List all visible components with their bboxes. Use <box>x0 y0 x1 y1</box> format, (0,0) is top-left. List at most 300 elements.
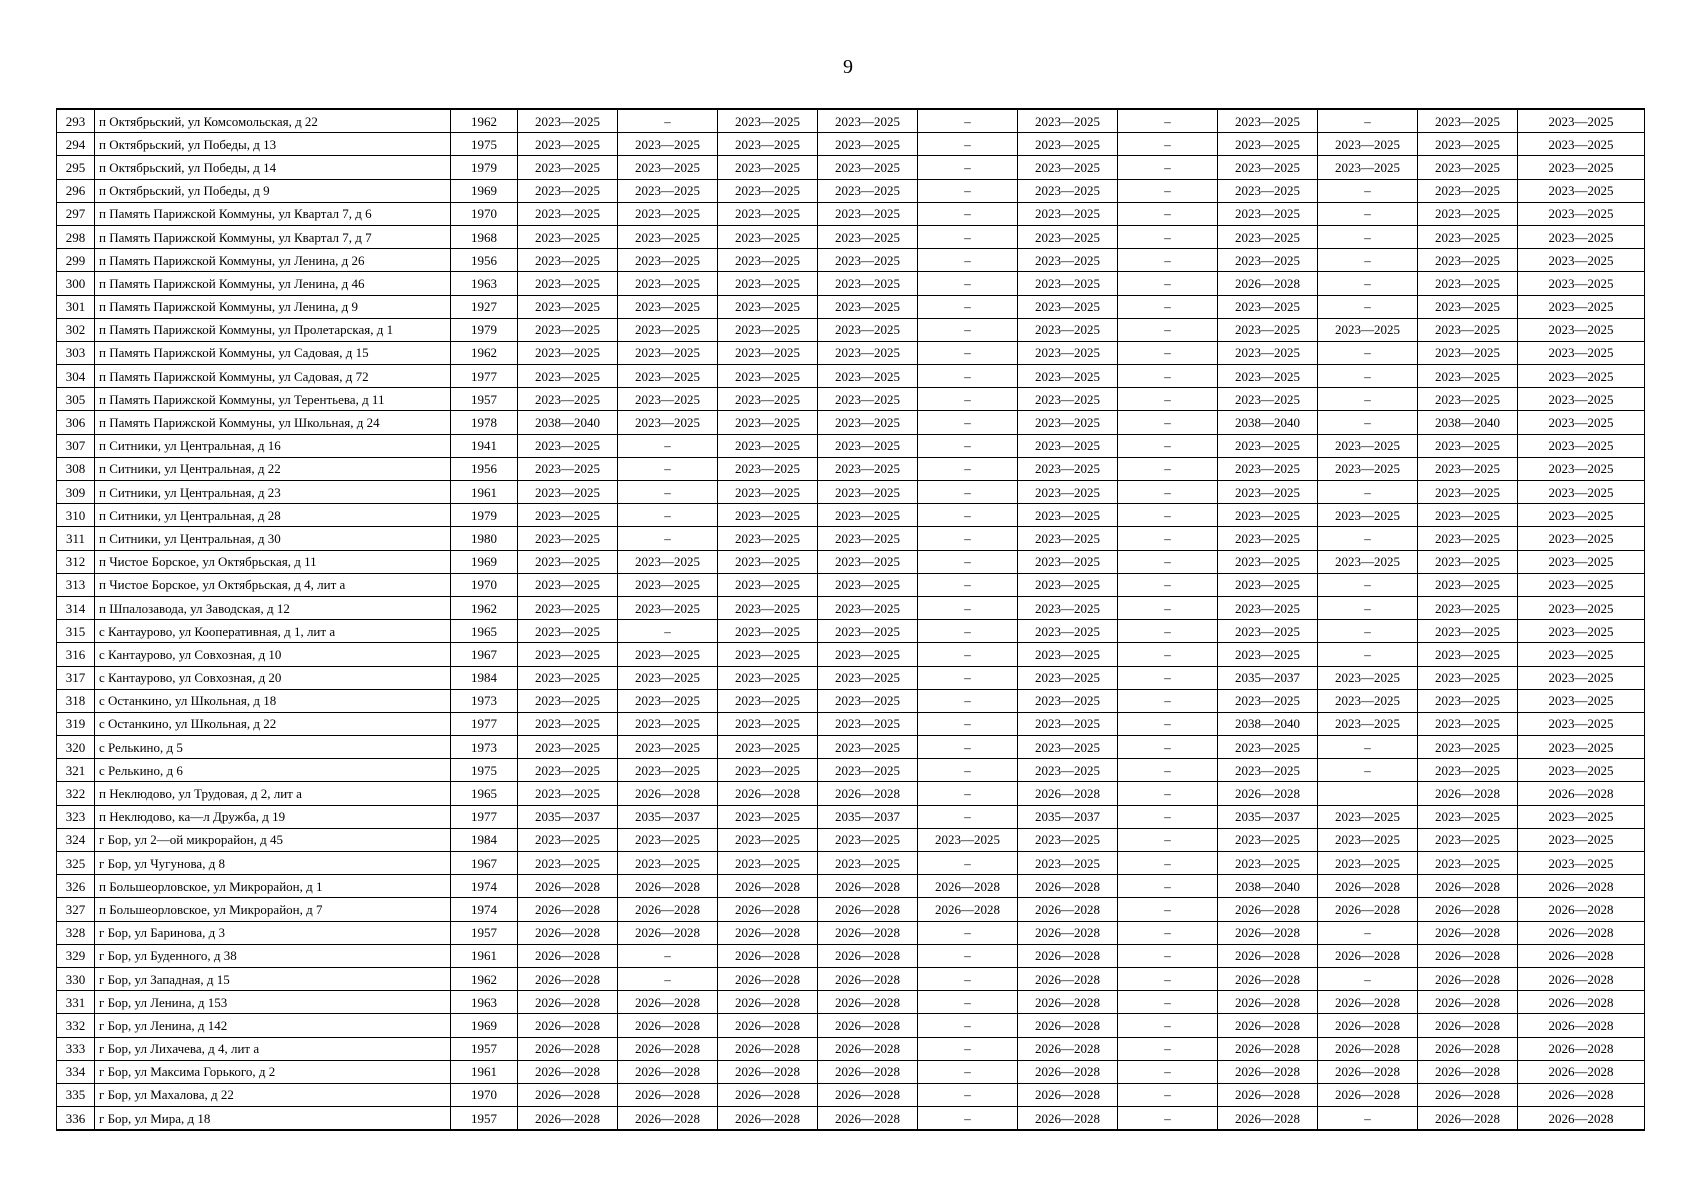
address-cell: с Останкино, ул Школьная, д 22 <box>95 712 451 735</box>
period-cell-11: 2023—2025 <box>1518 805 1645 828</box>
period-cell-3: 2023—2025 <box>718 620 818 643</box>
row-number: 330 <box>57 967 95 990</box>
table-row <box>57 1060 1645 1083</box>
period-cell-4: 2023—2025 <box>818 365 918 388</box>
address-cell: п Большеорловское, ул Микрорайон, д 1 <box>95 875 451 898</box>
period-cell-7: – <box>1118 1014 1218 1037</box>
period-cell-10: 2023—2025 <box>1418 689 1518 712</box>
period-cell-6: 2023—2025 <box>1018 736 1118 759</box>
period-cell-4: 2023—2025 <box>818 573 918 596</box>
period-cell-2: 2023—2025 <box>618 666 718 689</box>
period-cell-1: 2023—2025 <box>518 202 618 225</box>
period-cell-1: 2023—2025 <box>518 295 618 318</box>
period-cell-1: 2023—2025 <box>518 736 618 759</box>
period-cell-4: 2023—2025 <box>818 295 918 318</box>
row-number: 316 <box>57 643 95 666</box>
year-cell: 1941 <box>451 434 518 457</box>
period-cell-11: 2023—2025 <box>1518 388 1645 411</box>
period-cell-1: 2023—2025 <box>518 573 618 596</box>
period-cell-10: 2026—2028 <box>1418 921 1518 944</box>
period-cell-3: 2023—2025 <box>718 156 818 179</box>
address-cell: г Бор, ул Махалова, д 22 <box>95 1083 451 1106</box>
period-cell-7: – <box>1118 828 1218 851</box>
period-cell-9: – <box>1318 527 1418 550</box>
period-cell-6: 2026—2028 <box>1018 1060 1118 1083</box>
period-cell-4: 2023—2025 <box>818 249 918 272</box>
period-cell-10: 2026—2028 <box>1418 1107 1518 1131</box>
period-cell-5: – <box>918 133 1018 156</box>
address-cell: п Чистое Борское, ул Октябрьская, д 11 <box>95 550 451 573</box>
period-cell-9: – <box>1318 179 1418 202</box>
period-cell-10: 2026—2028 <box>1418 1014 1518 1037</box>
period-cell-4: 2023—2025 <box>818 133 918 156</box>
address-cell: п Шпалозавода, ул Заводская, д 12 <box>95 596 451 619</box>
period-cell-2: 2023—2025 <box>618 133 718 156</box>
period-cell-4: 2023—2025 <box>818 109 918 133</box>
period-cell-3: 2023—2025 <box>718 365 818 388</box>
period-cell-2: 2023—2025 <box>618 225 718 248</box>
period-cell-8: 2023—2025 <box>1218 759 1318 782</box>
period-cell-6: 2026—2028 <box>1018 1107 1118 1131</box>
table-row <box>57 944 1645 967</box>
period-cell-9: – <box>1318 388 1418 411</box>
period-cell-5: – <box>918 759 1018 782</box>
address-cell: п Ситники, ул Центральная, д 22 <box>95 457 451 480</box>
period-cell-1: 2023—2025 <box>518 179 618 202</box>
period-cell-3: 2023—2025 <box>718 573 818 596</box>
period-cell-9: – <box>1318 365 1418 388</box>
period-cell-3: 2023—2025 <box>718 272 818 295</box>
table-row <box>57 852 1645 875</box>
table-row <box>57 481 1645 504</box>
period-cell-11: 2023—2025 <box>1518 272 1645 295</box>
row-number: 327 <box>57 898 95 921</box>
period-cell-6: 2026—2028 <box>1018 898 1118 921</box>
period-cell-1: 2023—2025 <box>518 643 618 666</box>
period-cell-4: 2023—2025 <box>818 759 918 782</box>
period-cell-3: 2023—2025 <box>718 434 818 457</box>
period-cell-9: – <box>1318 249 1418 272</box>
period-cell-4: 2023—2025 <box>818 481 918 504</box>
period-cell-1: 2026—2028 <box>518 921 618 944</box>
table-row <box>57 643 1645 666</box>
period-cell-11: 2026—2028 <box>1518 944 1645 967</box>
period-cell-2: – <box>618 457 718 480</box>
period-cell-1: 2023—2025 <box>518 782 618 805</box>
period-cell-1: 2023—2025 <box>518 109 618 133</box>
period-cell-11: 2023—2025 <box>1518 434 1645 457</box>
table-row <box>57 341 1645 364</box>
period-cell-10: 2023—2025 <box>1418 156 1518 179</box>
table-row <box>57 1107 1645 1131</box>
period-cell-8: 2023—2025 <box>1218 689 1318 712</box>
period-cell-7: – <box>1118 179 1218 202</box>
period-cell-1: 2023—2025 <box>518 620 618 643</box>
period-cell-4: 2023—2025 <box>818 852 918 875</box>
period-cell-1: 2023—2025 <box>518 457 618 480</box>
row-number: 309 <box>57 481 95 504</box>
period-cell-8: 2026—2028 <box>1218 1060 1318 1083</box>
period-cell-1: 2023—2025 <box>518 504 618 527</box>
period-cell-7: – <box>1118 736 1218 759</box>
period-cell-11: 2023—2025 <box>1518 852 1645 875</box>
period-cell-2: – <box>618 944 718 967</box>
period-cell-7: – <box>1118 620 1218 643</box>
address-cell: п Память Парижской Коммуны, ул Ленина, д 46 <box>95 272 451 295</box>
period-cell-2: 2026—2028 <box>618 1060 718 1083</box>
period-cell-9: 2026—2028 <box>1318 944 1418 967</box>
period-cell-10: 2023—2025 <box>1418 527 1518 550</box>
period-cell-11: 2023—2025 <box>1518 573 1645 596</box>
period-cell-4: 2026—2028 <box>818 1107 918 1131</box>
period-cell-11: 2023—2025 <box>1518 620 1645 643</box>
address-cell: п Память Парижской Коммуны, ул Ленина, д 9 <box>95 295 451 318</box>
period-cell-1: 2023—2025 <box>518 388 618 411</box>
year-cell: 1970 <box>451 573 518 596</box>
period-cell-5: – <box>918 596 1018 619</box>
period-cell-9: – <box>1318 1107 1418 1131</box>
table-row <box>57 179 1645 202</box>
period-cell-5: – <box>918 434 1018 457</box>
year-cell: 1979 <box>451 156 518 179</box>
period-cell-2: 2026—2028 <box>618 1014 718 1037</box>
period-cell-10: 2023—2025 <box>1418 736 1518 759</box>
period-cell-1: 2026—2028 <box>518 944 618 967</box>
table-row <box>57 782 1645 805</box>
period-cell-7: – <box>1118 341 1218 364</box>
row-number: 324 <box>57 828 95 851</box>
period-cell-8: 2026—2028 <box>1218 1107 1318 1131</box>
year-cell: 1973 <box>451 689 518 712</box>
period-cell-5: – <box>918 202 1018 225</box>
table-row <box>57 411 1645 434</box>
period-cell-4: 2023—2025 <box>818 620 918 643</box>
row-number: 294 <box>57 133 95 156</box>
period-cell-3: 2023—2025 <box>718 550 818 573</box>
period-cell-9: 2026—2028 <box>1318 1083 1418 1106</box>
period-cell-6: 2023—2025 <box>1018 457 1118 480</box>
period-cell-10: 2026—2028 <box>1418 898 1518 921</box>
period-cell-4: 2026—2028 <box>818 1014 918 1037</box>
period-cell-6: 2023—2025 <box>1018 272 1118 295</box>
period-cell-7: – <box>1118 689 1218 712</box>
period-cell-9: – <box>1318 643 1418 666</box>
period-cell-10: 2023—2025 <box>1418 272 1518 295</box>
period-cell-2: 2023—2025 <box>618 272 718 295</box>
period-cell-8: 2023—2025 <box>1218 434 1318 457</box>
address-cell: г Бор, ул Ленина, д 142 <box>95 1014 451 1037</box>
period-cell-3: 2023—2025 <box>718 457 818 480</box>
year-cell: 1962 <box>451 967 518 990</box>
period-cell-2: 2023—2025 <box>618 596 718 619</box>
period-cell-5: – <box>918 852 1018 875</box>
period-cell-9: 2023—2025 <box>1318 156 1418 179</box>
period-cell-7: – <box>1118 527 1218 550</box>
period-cell-2: – <box>618 481 718 504</box>
row-number: 332 <box>57 1014 95 1037</box>
table-row <box>57 457 1645 480</box>
period-cell-6: 2023—2025 <box>1018 596 1118 619</box>
period-cell-4: 2023—2025 <box>818 828 918 851</box>
period-cell-8: 2026—2028 <box>1218 782 1318 805</box>
period-cell-8: 2026—2028 <box>1218 921 1318 944</box>
row-number: 304 <box>57 365 95 388</box>
period-cell-11: 2026—2028 <box>1518 1037 1645 1060</box>
period-cell-11: 2023—2025 <box>1518 457 1645 480</box>
year-cell: 1956 <box>451 249 518 272</box>
period-cell-6: 2023—2025 <box>1018 318 1118 341</box>
period-cell-9: – <box>1318 759 1418 782</box>
period-cell-6: 2023—2025 <box>1018 573 1118 596</box>
period-cell-11: 2023—2025 <box>1518 527 1645 550</box>
row-number: 334 <box>57 1060 95 1083</box>
period-cell-10: 2026—2028 <box>1418 782 1518 805</box>
period-cell-1: 2023—2025 <box>518 550 618 573</box>
period-cell-11: 2023—2025 <box>1518 133 1645 156</box>
period-cell-7: – <box>1118 782 1218 805</box>
period-cell-2: 2023—2025 <box>618 689 718 712</box>
row-number: 326 <box>57 875 95 898</box>
address-cell: с Кантаурово, ул Совхозная, д 10 <box>95 643 451 666</box>
period-cell-8: 2023—2025 <box>1218 504 1318 527</box>
period-cell-1: 2026—2028 <box>518 875 618 898</box>
row-number: 329 <box>57 944 95 967</box>
period-cell-4: 2026—2028 <box>818 1060 918 1083</box>
period-cell-4: 2023—2025 <box>818 736 918 759</box>
row-number: 295 <box>57 156 95 179</box>
period-cell-3: 2023—2025 <box>718 109 818 133</box>
year-cell: 1975 <box>451 759 518 782</box>
period-cell-9: – <box>1318 341 1418 364</box>
period-cell-10: 2023—2025 <box>1418 666 1518 689</box>
period-cell-3: 2023—2025 <box>718 341 818 364</box>
table-row <box>57 527 1645 550</box>
row-number: 321 <box>57 759 95 782</box>
table-row <box>57 1037 1645 1060</box>
period-cell-2: 2026—2028 <box>618 991 718 1014</box>
year-cell: 1979 <box>451 504 518 527</box>
year-cell: 1927 <box>451 295 518 318</box>
period-cell-6: 2023—2025 <box>1018 852 1118 875</box>
period-cell-1: 2023—2025 <box>518 434 618 457</box>
period-cell-1: 2026—2028 <box>518 1014 618 1037</box>
period-cell-7: – <box>1118 295 1218 318</box>
address-cell: г Бор, ул Ленина, д 153 <box>95 991 451 1014</box>
table-row <box>57 318 1645 341</box>
period-cell-6: 2023—2025 <box>1018 481 1118 504</box>
period-cell-2: 2026—2028 <box>618 1037 718 1060</box>
period-cell-6: 2023—2025 <box>1018 202 1118 225</box>
period-cell-5: – <box>918 249 1018 272</box>
period-cell-10: 2023—2025 <box>1418 805 1518 828</box>
period-cell-5: – <box>918 318 1018 341</box>
period-cell-4: 2023—2025 <box>818 596 918 619</box>
period-cell-11: 2023—2025 <box>1518 109 1645 133</box>
address-cell: г Бор, ул Баринова, д 3 <box>95 921 451 944</box>
period-cell-11: 2023—2025 <box>1518 643 1645 666</box>
period-cell-3: 2023—2025 <box>718 481 818 504</box>
period-cell-9: 2023—2025 <box>1318 828 1418 851</box>
period-cell-5: – <box>918 666 1018 689</box>
period-cell-7: – <box>1118 921 1218 944</box>
period-cell-3: 2023—2025 <box>718 527 818 550</box>
period-cell-11: 2023—2025 <box>1518 596 1645 619</box>
period-cell-3: 2023—2025 <box>718 852 818 875</box>
period-cell-3: 2026—2028 <box>718 875 818 898</box>
period-cell-9: 2023—2025 <box>1318 504 1418 527</box>
period-cell-4: 2023—2025 <box>818 156 918 179</box>
period-cell-8: 2023—2025 <box>1218 457 1318 480</box>
period-cell-11: 2023—2025 <box>1518 202 1645 225</box>
table-row <box>57 573 1645 596</box>
address-cell: с Релькино, д 6 <box>95 759 451 782</box>
year-cell: 1957 <box>451 921 518 944</box>
period-cell-9: 2026—2028 <box>1318 1060 1418 1083</box>
table-row <box>57 875 1645 898</box>
period-cell-10: 2023—2025 <box>1418 828 1518 851</box>
year-cell: 1970 <box>451 202 518 225</box>
period-cell-2: 2023—2025 <box>618 852 718 875</box>
period-cell-2: 2023—2025 <box>618 573 718 596</box>
period-cell-11: 2023—2025 <box>1518 712 1645 735</box>
period-cell-9: – <box>1318 481 1418 504</box>
year-cell: 1974 <box>451 898 518 921</box>
period-cell-1: 2023—2025 <box>518 712 618 735</box>
period-cell-4: 2023—2025 <box>818 341 918 364</box>
address-cell: п Неклюдово, ка—л Дружба, д 19 <box>95 805 451 828</box>
row-number: 320 <box>57 736 95 759</box>
period-cell-5: – <box>918 736 1018 759</box>
period-cell-5: – <box>918 179 1018 202</box>
period-cell-9: 2023—2025 <box>1318 852 1418 875</box>
row-number: 328 <box>57 921 95 944</box>
period-cell-1: 2026—2028 <box>518 1107 618 1131</box>
row-number: 312 <box>57 550 95 573</box>
row-number: 302 <box>57 318 95 341</box>
period-cell-9: 2026—2028 <box>1318 875 1418 898</box>
period-cell-5: 2026—2028 <box>918 875 1018 898</box>
period-cell-3: 2023—2025 <box>718 411 818 434</box>
period-cell-2: – <box>618 527 718 550</box>
period-cell-10: 2026—2028 <box>1418 1037 1518 1060</box>
period-cell-3: 2026—2028 <box>718 921 818 944</box>
period-cell-5: – <box>918 457 1018 480</box>
period-cell-9: – <box>1318 225 1418 248</box>
period-cell-10: 2023—2025 <box>1418 318 1518 341</box>
period-cell-10: 2026—2028 <box>1418 1060 1518 1083</box>
period-cell-2: – <box>618 109 718 133</box>
period-cell-10: 2023—2025 <box>1418 109 1518 133</box>
period-cell-6: 2023—2025 <box>1018 295 1118 318</box>
period-cell-4: 2026—2028 <box>818 875 918 898</box>
address-cell: п Память Парижской Коммуны, ул Пролетарская, д 1 <box>95 318 451 341</box>
period-cell-7: – <box>1118 898 1218 921</box>
period-cell-6: 2023—2025 <box>1018 133 1118 156</box>
period-cell-7: – <box>1118 666 1218 689</box>
period-cell-3: 2023—2025 <box>718 712 818 735</box>
address-cell: г Бор, ул Лихачева, д 4, лит а <box>95 1037 451 1060</box>
address-cell: г Бор, ул 2—ой микрорайон, д 45 <box>95 828 451 851</box>
period-cell-1: 2026—2028 <box>518 991 618 1014</box>
period-cell-5: – <box>918 689 1018 712</box>
year-cell: 1967 <box>451 852 518 875</box>
period-cell-1: 2023—2025 <box>518 249 618 272</box>
table-row <box>57 991 1645 1014</box>
period-cell-4: 2023—2025 <box>818 202 918 225</box>
period-cell-3: 2023—2025 <box>718 504 818 527</box>
table-row <box>57 133 1645 156</box>
period-cell-3: 2026—2028 <box>718 898 818 921</box>
period-cell-3: 2023—2025 <box>718 295 818 318</box>
period-cell-3: 2026—2028 <box>718 1060 818 1083</box>
address-cell: п Ситники, ул Центральная, д 16 <box>95 434 451 457</box>
address-cell: п Память Парижской Коммуны, ул Ленина, д 26 <box>95 249 451 272</box>
period-cell-1: 2026—2028 <box>518 898 618 921</box>
year-cell: 1978 <box>451 411 518 434</box>
period-cell-7: – <box>1118 643 1218 666</box>
period-cell-7: – <box>1118 318 1218 341</box>
period-cell-3: 2026—2028 <box>718 1037 818 1060</box>
table-row <box>57 272 1645 295</box>
period-cell-5: 2026—2028 <box>918 898 1018 921</box>
period-cell-3: 2023—2025 <box>718 666 818 689</box>
period-cell-8: 2023—2025 <box>1218 852 1318 875</box>
period-cell-6: 2023—2025 <box>1018 109 1118 133</box>
row-number: 305 <box>57 388 95 411</box>
period-cell-8: 2026—2028 <box>1218 1083 1318 1106</box>
row-number: 307 <box>57 434 95 457</box>
period-cell-2: 2026—2028 <box>618 782 718 805</box>
period-cell-7: – <box>1118 805 1218 828</box>
period-cell-5: – <box>918 1060 1018 1083</box>
period-cell-10: 2023—2025 <box>1418 133 1518 156</box>
table-row <box>57 596 1645 619</box>
period-cell-5: – <box>918 225 1018 248</box>
year-cell: 1963 <box>451 272 518 295</box>
period-cell-8: 2023—2025 <box>1218 828 1318 851</box>
period-cell-7: – <box>1118 596 1218 619</box>
period-cell-4: 2026—2028 <box>818 898 918 921</box>
table-row <box>57 109 1645 133</box>
period-cell-5: – <box>918 365 1018 388</box>
period-cell-5: – <box>918 944 1018 967</box>
period-cell-4: 2026—2028 <box>818 1083 918 1106</box>
period-cell-8: 2023—2025 <box>1218 527 1318 550</box>
period-cell-3: 2023—2025 <box>718 179 818 202</box>
period-cell-3: 2023—2025 <box>718 643 818 666</box>
row-number: 314 <box>57 596 95 619</box>
period-cell-4: 2026—2028 <box>818 1037 918 1060</box>
year-cell: 1977 <box>451 712 518 735</box>
period-cell-10: 2023—2025 <box>1418 202 1518 225</box>
period-cell-4: 2023—2025 <box>818 504 918 527</box>
period-cell-7: – <box>1118 156 1218 179</box>
period-cell-3: 2023—2025 <box>718 805 818 828</box>
period-cell-7: – <box>1118 272 1218 295</box>
period-cell-10: 2023—2025 <box>1418 596 1518 619</box>
schedule-table <box>56 108 1645 1131</box>
row-number: 323 <box>57 805 95 828</box>
period-cell-9: – <box>1318 620 1418 643</box>
period-cell-10: 2026—2028 <box>1418 944 1518 967</box>
period-cell-1: 2023—2025 <box>518 341 618 364</box>
period-cell-8: 2026—2028 <box>1218 272 1318 295</box>
address-cell: г Бор, ул Максима Горького, д 2 <box>95 1060 451 1083</box>
period-cell-11: 2023—2025 <box>1518 550 1645 573</box>
period-cell-4: 2023—2025 <box>818 712 918 735</box>
period-cell-8: 2023—2025 <box>1218 295 1318 318</box>
period-cell-7: – <box>1118 875 1218 898</box>
